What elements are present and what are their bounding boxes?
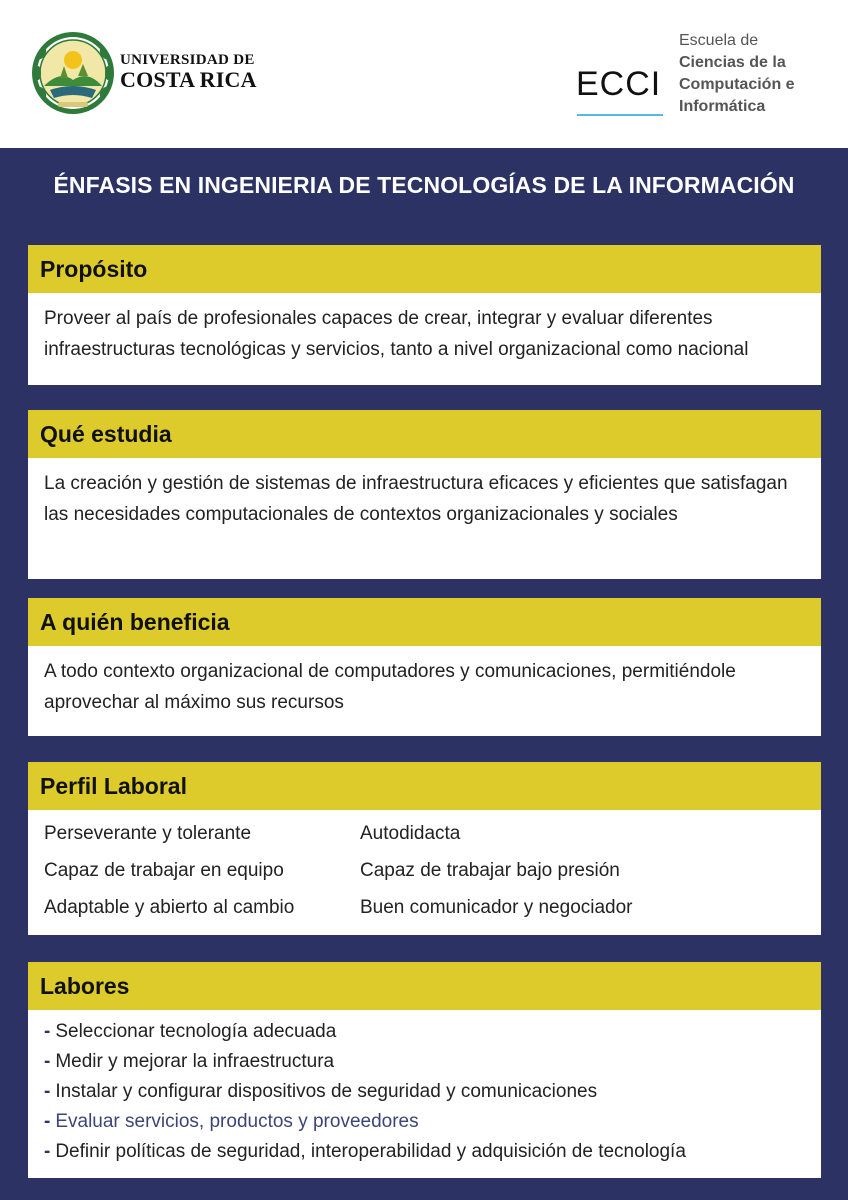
- dash-bullet: -: [44, 1111, 51, 1132]
- dash-bullet: -: [44, 1141, 51, 1162]
- university-name-line1: UNIVERSIDAD DE: [120, 52, 255, 68]
- section-text: A todo contexto organizacional de computadores y comunicaciones, permitiéndole aprovechar al máximo sus recursos: [44, 661, 736, 713]
- dash-bullet: -: [44, 1051, 51, 1072]
- labor-item: [44, 1137, 805, 1167]
- section-text: La creación y gestión de sistemas de infraestructura eficaces y eficientes que satisfagan las necesidades computacionales de contextos organizacionales y sociales: [44, 473, 788, 525]
- section-heading: A quién beneficia: [28, 598, 821, 646]
- perfil-item: Capaz de trabajar bajo presión: [360, 860, 620, 881]
- labor-item: [44, 1017, 805, 1047]
- university-name-line2: COSTA RICA: [120, 67, 257, 92]
- labor-text: Seleccionar tecnología adecuada: [55, 1021, 337, 1042]
- section-heading: Propósito: [28, 245, 821, 293]
- section-labores: [28, 962, 821, 1178]
- labor-item: [44, 1107, 805, 1137]
- labor-text: Evaluar servicios, productos y proveedores: [55, 1111, 419, 1132]
- labor-text: Medir y mejorar la infraestructura: [55, 1051, 335, 1072]
- section-perfil-laboral: [28, 762, 821, 935]
- section-que-estudia: [28, 410, 821, 579]
- labor-text: Instalar y configurar dispositivos de seguridad y comunicaciones: [55, 1081, 598, 1102]
- labores-list: [28, 1010, 821, 1167]
- ecci-underline: [577, 114, 663, 116]
- perfil-item: Capaz de trabajar en equipo: [44, 860, 284, 881]
- ecci-school-name: [679, 30, 795, 118]
- page-header: [0, 0, 848, 148]
- section-a-quien-beneficia: [28, 598, 821, 736]
- section-heading: Qué estudia: [28, 410, 821, 458]
- dash-bullet: -: [44, 1081, 51, 1102]
- perfil-item: Adaptable y abierto al cambio: [44, 897, 295, 918]
- ecci-line1: Escuela de: [679, 32, 759, 49]
- ucr-seal-logo: [30, 30, 116, 116]
- section-text: Proveer al país de profesionales capaces de crear, integrar y evaluar diferentes infraestructuras tecnológicas y servicios, tanto a nivel organizacional como nacional: [44, 308, 749, 360]
- ecci-line3: Computación e: [679, 76, 795, 93]
- perfil-grid: [28, 810, 821, 926]
- labor-item: [44, 1077, 805, 1107]
- ecci-logo-text: ECCI: [576, 65, 662, 103]
- section-heading: Labores: [28, 962, 821, 1010]
- labor-item: [44, 1047, 805, 1077]
- university-name: [120, 53, 257, 91]
- labor-text: Definir políticas de seguridad, interoperabilidad y adquisición de tecnología: [55, 1141, 686, 1162]
- perfil-item: Buen comunicador y negociador: [360, 897, 633, 918]
- perfil-item: Perseverante y tolerante: [44, 823, 252, 844]
- ecci-line4: Informática: [679, 98, 766, 115]
- page-title: ÉNFASIS EN INGENIERIA DE TECNOLOGÍAS DE LA INFORMACIÓN: [53, 172, 795, 198]
- ecci-line2: Ciencias de la: [679, 54, 786, 71]
- perfil-item: Autodidacta: [360, 823, 461, 844]
- dash-bullet: -: [44, 1021, 51, 1042]
- section-proposito: [28, 245, 821, 385]
- section-heading: Perfil Laboral: [28, 762, 821, 810]
